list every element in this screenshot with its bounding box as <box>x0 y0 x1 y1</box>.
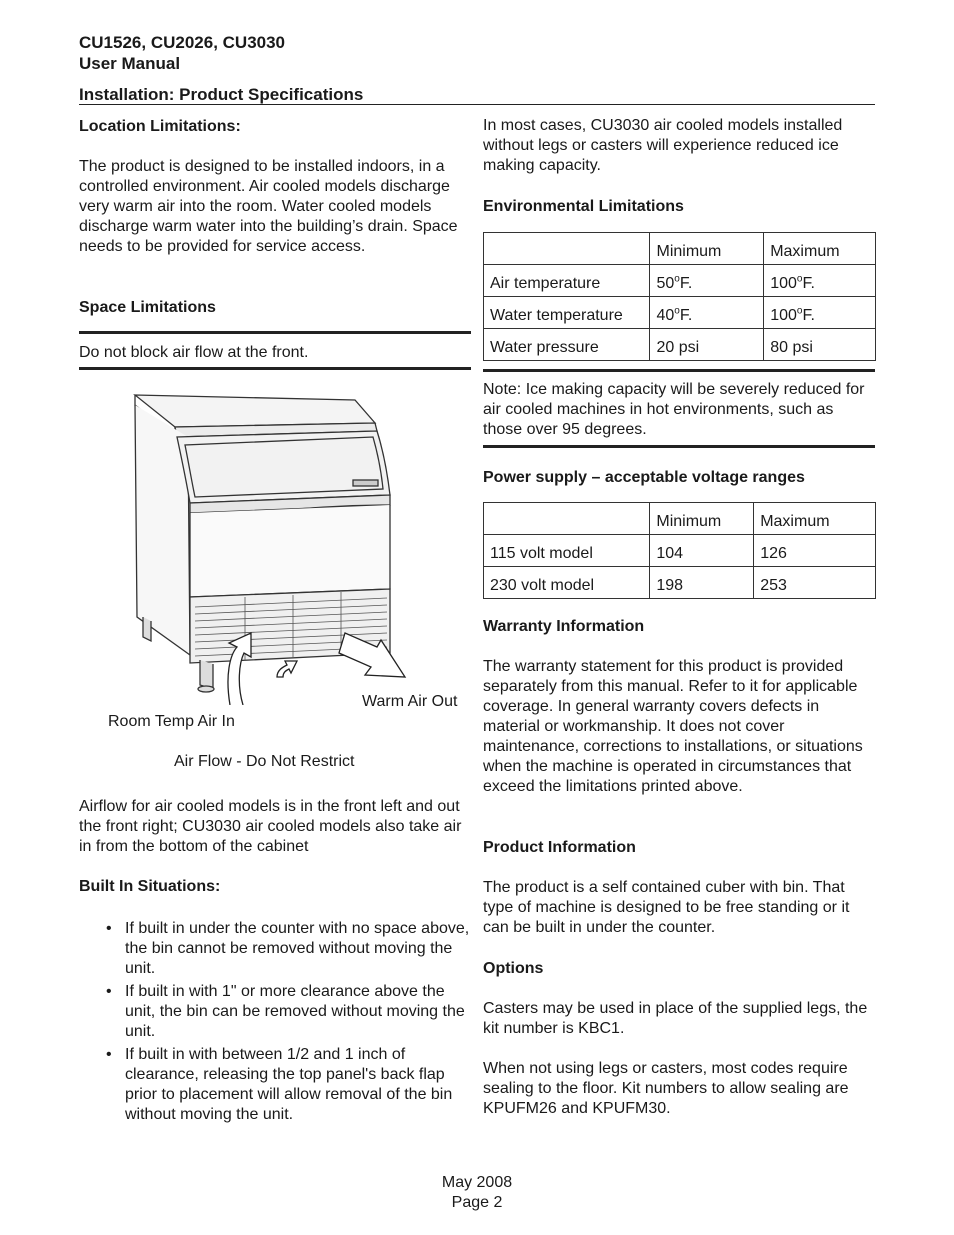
table-cell: Maximum <box>754 503 876 535</box>
table-cell: 230 volt model <box>484 567 650 599</box>
space-note: Do not block air flow at the front. <box>79 344 309 361</box>
table-cell: 100$^o$F. <box>764 265 876 297</box>
power-title: Power supply – acceptable voltage ranges <box>483 469 805 486</box>
warranty-body: The warranty statement for this product is provided separately from this manual. Refer to it for applicable coverage. In general warranty covers defects in material or workmanship. It does not cover maintenance, corrections to installations, or situations when the machine is operated in circumstances that exceed the limitations printed above. <box>483 658 863 795</box>
table-cell: 100$^o$F. <box>764 297 876 329</box>
options-title: Options <box>483 960 544 977</box>
table-cell: 126 <box>754 535 876 567</box>
built-in-list <box>79 919 474 1128</box>
warm-air-label: Warm Air Out <box>362 693 458 710</box>
airflow-text: Airflow for air cooled models is in the front left and out the front right; CU3030 air cooled models also take air in from the bottom of the cabinet <box>79 798 462 855</box>
env-table <box>483 232 876 361</box>
room-air-label: Room Temp Air In <box>108 713 235 730</box>
capacity-note: Note: Ice making capacity will be severely reduced for air cooled machines in hot environments, such as those over 95 degrees. <box>483 381 865 438</box>
env-title: Environmental Limitations <box>483 198 684 215</box>
bullet-text: If built in under the counter with no space above, the bin cannot be removed without moving the unit. <box>125 920 470 977</box>
model-numbers: CU1526, CU2026, CU3030 <box>79 33 286 52</box>
location-body: The product is designed to be installed indoors, in a controlled environment. Air cooled models discharge very warm air into the room. Water cooled models discharge warm water into the building’s drain. Space needs to be provided for service access. <box>79 158 458 255</box>
table-cell: Minimum <box>650 503 754 535</box>
table-cell: 50$^o$F. <box>650 265 764 297</box>
ice-machine-illustration <box>125 385 415 705</box>
list-item <box>79 1045 474 1125</box>
space-rule-bottom <box>79 367 471 370</box>
table-cell: 40$^o$F. <box>650 297 764 329</box>
table-cell: Maximum <box>764 233 876 265</box>
bullet-icon: • <box>106 1046 112 1063</box>
table-header-row <box>484 503 876 535</box>
bullet-icon: • <box>106 920 112 937</box>
bullet-text: If built in with 1" or more clearance above the unit, the bin can be removed without moving the unit. <box>125 983 465 1040</box>
table-cell: 115 volt model <box>484 535 650 567</box>
table-cell: 80 psi <box>764 329 876 361</box>
options-body-2: When not using legs or casters, most codes require sealing to the floor. Kit numbers to allow sealing are KPUFM26 and KPUFM30. <box>483 1060 849 1117</box>
table-row <box>484 535 876 567</box>
table-cell: 20 psi <box>650 329 764 361</box>
intro-text: In most cases, CU3030 air cooled models installed without legs or casters will experience reduced ice making capacity. <box>483 117 843 174</box>
table-cell <box>484 233 650 265</box>
table-cell: Air temperature <box>484 265 650 297</box>
power-table <box>483 502 876 599</box>
list-item <box>79 982 474 1042</box>
warranty-title: Warranty Information <box>483 618 645 635</box>
list-item <box>79 919 474 979</box>
document-type: User Manual <box>79 54 181 73</box>
options-body-1: Casters may be used in place of the supplied legs, the kit number is KBC1. <box>483 1000 868 1037</box>
figure-caption: Air Flow - Do Not Restrict <box>174 753 355 770</box>
space-title: Space Limitations <box>79 299 216 316</box>
header-rule <box>79 104 875 105</box>
table-cell: 253 <box>754 567 876 599</box>
built-in-title: Built In Situations: <box>79 878 221 895</box>
table-cell <box>484 503 650 535</box>
table-row <box>484 329 876 361</box>
table-row <box>484 567 876 599</box>
table-cell: Minimum <box>650 233 764 265</box>
table-cell: 198 <box>650 567 754 599</box>
table-cell: 104 <box>650 535 754 567</box>
table-row <box>484 265 876 297</box>
bullet-text: If built in with between 1/2 and 1 inch of clearance, releasing the top panel's back flap prior to placement will allow removal of the bin without moving the unit. <box>125 1046 453 1123</box>
space-rule-top <box>79 331 471 334</box>
note-rule-top <box>483 369 875 372</box>
location-title: Location Limitations: <box>79 118 241 135</box>
page-number: Page 2 <box>451 1194 503 1211</box>
table-cell: Water temperature <box>484 297 650 329</box>
table-header-row <box>484 233 876 265</box>
note-rule-bottom <box>483 445 875 448</box>
product-title: Product Information <box>483 839 636 856</box>
bullet-icon: • <box>106 983 112 1000</box>
table-row <box>484 297 876 329</box>
product-body: The product is a self contained cuber with bin. That type of machine is designed to be free standing or it can be built in under the counter. <box>483 879 850 936</box>
section-title: Installation: Product Specifications <box>79 85 364 104</box>
footer-date: May 2008 <box>441 1174 513 1191</box>
table-cell: Water pressure <box>484 329 650 361</box>
